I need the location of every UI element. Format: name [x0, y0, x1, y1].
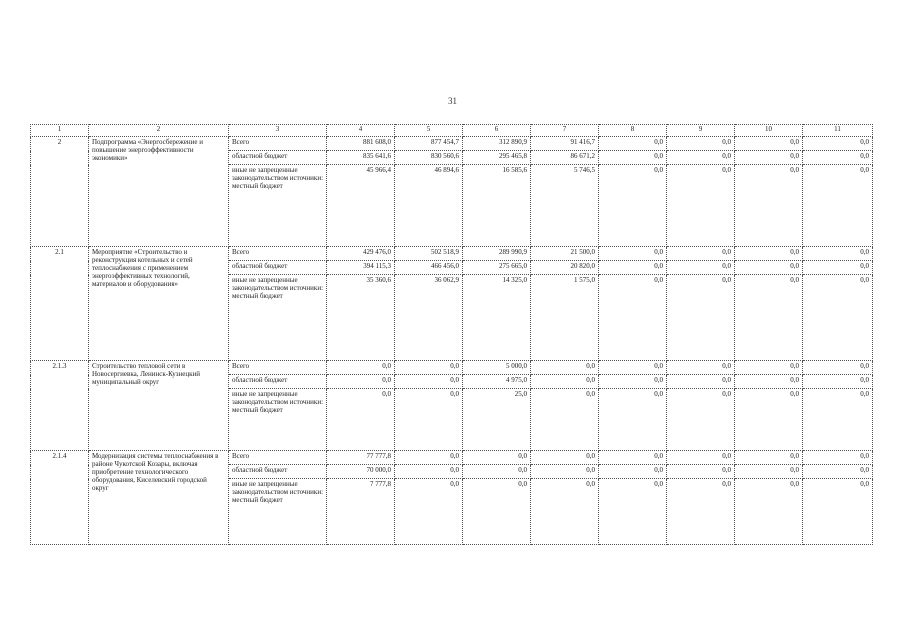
value-cell: 0,0 — [395, 451, 463, 465]
item-code: 2.1.3 — [31, 361, 89, 451]
table-row — [31, 247, 873, 261]
value-cell: 0,0 — [735, 165, 803, 247]
value-cell: 0,0 — [735, 361, 803, 375]
value-cell: 70 000,0 — [327, 465, 395, 479]
value-cell: 0,0 — [803, 261, 873, 275]
table-row — [31, 361, 873, 375]
item-name: Строительство тепловой сети в Новосергиевка, Ленинск-Кузнецкий муниципальный округ — [89, 361, 229, 451]
value-cell: 0,0 — [667, 275, 735, 361]
value-cell: 0,0 — [599, 261, 667, 275]
value-cell: 0,0 — [395, 465, 463, 479]
value-cell: 91 416,7 — [531, 137, 599, 151]
value-cell: 0,0 — [599, 137, 667, 151]
value-cell: 0,0 — [735, 375, 803, 389]
value-cell: 0,0 — [395, 389, 463, 451]
column-header: 8 — [599, 125, 667, 137]
column-header: 2 — [89, 125, 229, 137]
value-cell: 0,0 — [667, 247, 735, 261]
value-cell: 35 360,6 — [327, 275, 395, 361]
value-cell: 0,0 — [735, 465, 803, 479]
value-cell: 25,0 — [463, 389, 531, 451]
value-cell: 0,0 — [803, 479, 873, 545]
value-cell: 881 608,0 — [327, 137, 395, 151]
value-cell: 0,0 — [599, 389, 667, 451]
value-cell: 0,0 — [599, 275, 667, 361]
value-cell: 0,0 — [803, 465, 873, 479]
funding-source: областной бюджет — [229, 465, 327, 479]
value-cell: 36 062,9 — [395, 275, 463, 361]
value-cell: 20 820,0 — [531, 261, 599, 275]
table-row — [31, 451, 873, 465]
value-cell: 0,0 — [735, 137, 803, 151]
value-cell: 0,0 — [531, 479, 599, 545]
item-code: 2.1.4 — [31, 451, 89, 545]
value-cell: 0,0 — [531, 375, 599, 389]
item-code: 2 — [31, 137, 89, 247]
item-code: 2.1 — [31, 247, 89, 361]
value-cell: 0,0 — [599, 465, 667, 479]
value-cell: 0,0 — [327, 389, 395, 451]
table-body — [31, 137, 873, 545]
value-cell: 0,0 — [667, 165, 735, 247]
value-cell: 0,0 — [599, 247, 667, 261]
value-cell: 7 777,8 — [327, 479, 395, 545]
value-cell: 46 894,6 — [395, 165, 463, 247]
item-name: Модернизация системы теплоснабжения в районе Чукотской Козары, включая приобретение технологического оборудования, Киселевский городской округ — [89, 451, 229, 545]
value-cell: 5 746,5 — [531, 165, 599, 247]
value-cell: 289 990,9 — [463, 247, 531, 261]
value-cell: 0,0 — [531, 361, 599, 375]
value-cell: 0,0 — [735, 389, 803, 451]
funding-source: Всего — [229, 361, 327, 375]
value-cell: 0,0 — [735, 151, 803, 165]
value-cell: 0,0 — [667, 151, 735, 165]
value-cell: 0,0 — [735, 479, 803, 545]
value-cell: 21 500,0 — [531, 247, 599, 261]
value-cell: 0,0 — [667, 375, 735, 389]
value-cell: 0,0 — [735, 451, 803, 465]
value-cell: 0,0 — [395, 361, 463, 375]
funding-source: иные не запрещенные законодательством источники: местный бюджет — [229, 165, 327, 247]
funding-source: иные не запрещенные законодательством источники: местный бюджет — [229, 275, 327, 361]
value-cell: 877 454,7 — [395, 137, 463, 151]
value-cell: 0,0 — [667, 389, 735, 451]
value-cell: 0,0 — [803, 389, 873, 451]
column-header: 4 — [327, 125, 395, 137]
value-cell: 429 476,0 — [327, 247, 395, 261]
page-number: 31 — [448, 96, 457, 106]
value-cell: 0,0 — [803, 451, 873, 465]
value-cell: 0,0 — [531, 389, 599, 451]
value-cell: 0,0 — [803, 361, 873, 375]
value-cell: 0,0 — [599, 375, 667, 389]
value-cell: 1 575,0 — [531, 275, 599, 361]
column-header: 6 — [463, 125, 531, 137]
value-cell: 466 456,0 — [395, 261, 463, 275]
value-cell: 0,0 — [463, 465, 531, 479]
column-header: 1 — [31, 125, 89, 137]
value-cell: 0,0 — [667, 451, 735, 465]
funding-source: Всего — [229, 451, 327, 465]
value-cell: 5 000,0 — [463, 361, 531, 375]
value-cell: 0,0 — [667, 479, 735, 545]
value-cell: 16 585,6 — [463, 165, 531, 247]
funding-source: Всего — [229, 247, 327, 261]
value-cell: 835 641,6 — [327, 151, 395, 165]
value-cell: 77 777,8 — [327, 451, 395, 465]
value-cell: 0,0 — [667, 261, 735, 275]
value-cell: 0,0 — [327, 375, 395, 389]
column-header: 10 — [735, 125, 803, 137]
column-header: 11 — [803, 125, 873, 137]
funding-source: иные не запрещенные законодательством источники: местный бюджет — [229, 389, 327, 451]
value-cell: 0,0 — [599, 361, 667, 375]
value-cell: 0,0 — [599, 451, 667, 465]
value-cell: 0,0 — [395, 479, 463, 545]
value-cell: 4 975,0 — [463, 375, 531, 389]
funding-source: Всего — [229, 137, 327, 151]
value-cell: 312 890,9 — [463, 137, 531, 151]
table-row — [31, 137, 873, 151]
value-cell: 502 518,9 — [395, 247, 463, 261]
item-name: Подпрограмма «Энергосбережение и повышение энергоэффективности экономики» — [89, 137, 229, 247]
value-cell: 14 325,0 — [463, 275, 531, 361]
value-cell: 0,0 — [395, 375, 463, 389]
value-cell: 0,0 — [667, 137, 735, 151]
value-cell: 0,0 — [463, 451, 531, 465]
value-cell: 0,0 — [599, 151, 667, 165]
value-cell: 830 560,6 — [395, 151, 463, 165]
value-cell: 0,0 — [735, 275, 803, 361]
funding-source: областной бюджет — [229, 151, 327, 165]
funding-source: областной бюджет — [229, 375, 327, 389]
value-cell: 0,0 — [667, 465, 735, 479]
value-cell: 0,0 — [803, 151, 873, 165]
value-cell: 45 966,4 — [327, 165, 395, 247]
value-cell: 295 465,8 — [463, 151, 531, 165]
value-cell: 0,0 — [803, 137, 873, 151]
funding-source: иные не запрещенные законодательством источники: местный бюджет — [229, 479, 327, 545]
value-cell: 0,0 — [463, 479, 531, 545]
header-row — [31, 125, 873, 137]
column-header: 7 — [531, 125, 599, 137]
value-cell: 0,0 — [531, 465, 599, 479]
column-header: 5 — [395, 125, 463, 137]
value-cell: 0,0 — [667, 361, 735, 375]
value-cell: 0,0 — [735, 247, 803, 261]
budget-table — [30, 124, 873, 545]
value-cell: 0,0 — [803, 375, 873, 389]
value-cell: 394 115,3 — [327, 261, 395, 275]
value-cell: 0,0 — [803, 247, 873, 261]
value-cell: 0,0 — [531, 451, 599, 465]
funding-source: областной бюджет — [229, 261, 327, 275]
value-cell: 86 671,2 — [531, 151, 599, 165]
value-cell: 0,0 — [803, 275, 873, 361]
column-header: 9 — [667, 125, 735, 137]
item-name: Мероприятие «Строительство и реконструкция котельных и сетей теплоснабжения с применением энергоэффективных технологий, материалов и оборудования» — [89, 247, 229, 361]
value-cell: 0,0 — [803, 165, 873, 247]
column-header: 3 — [229, 125, 327, 137]
value-cell: 0,0 — [735, 261, 803, 275]
value-cell: 0,0 — [327, 361, 395, 375]
value-cell: 0,0 — [599, 479, 667, 545]
value-cell: 0,0 — [599, 165, 667, 247]
value-cell: 275 665,0 — [463, 261, 531, 275]
